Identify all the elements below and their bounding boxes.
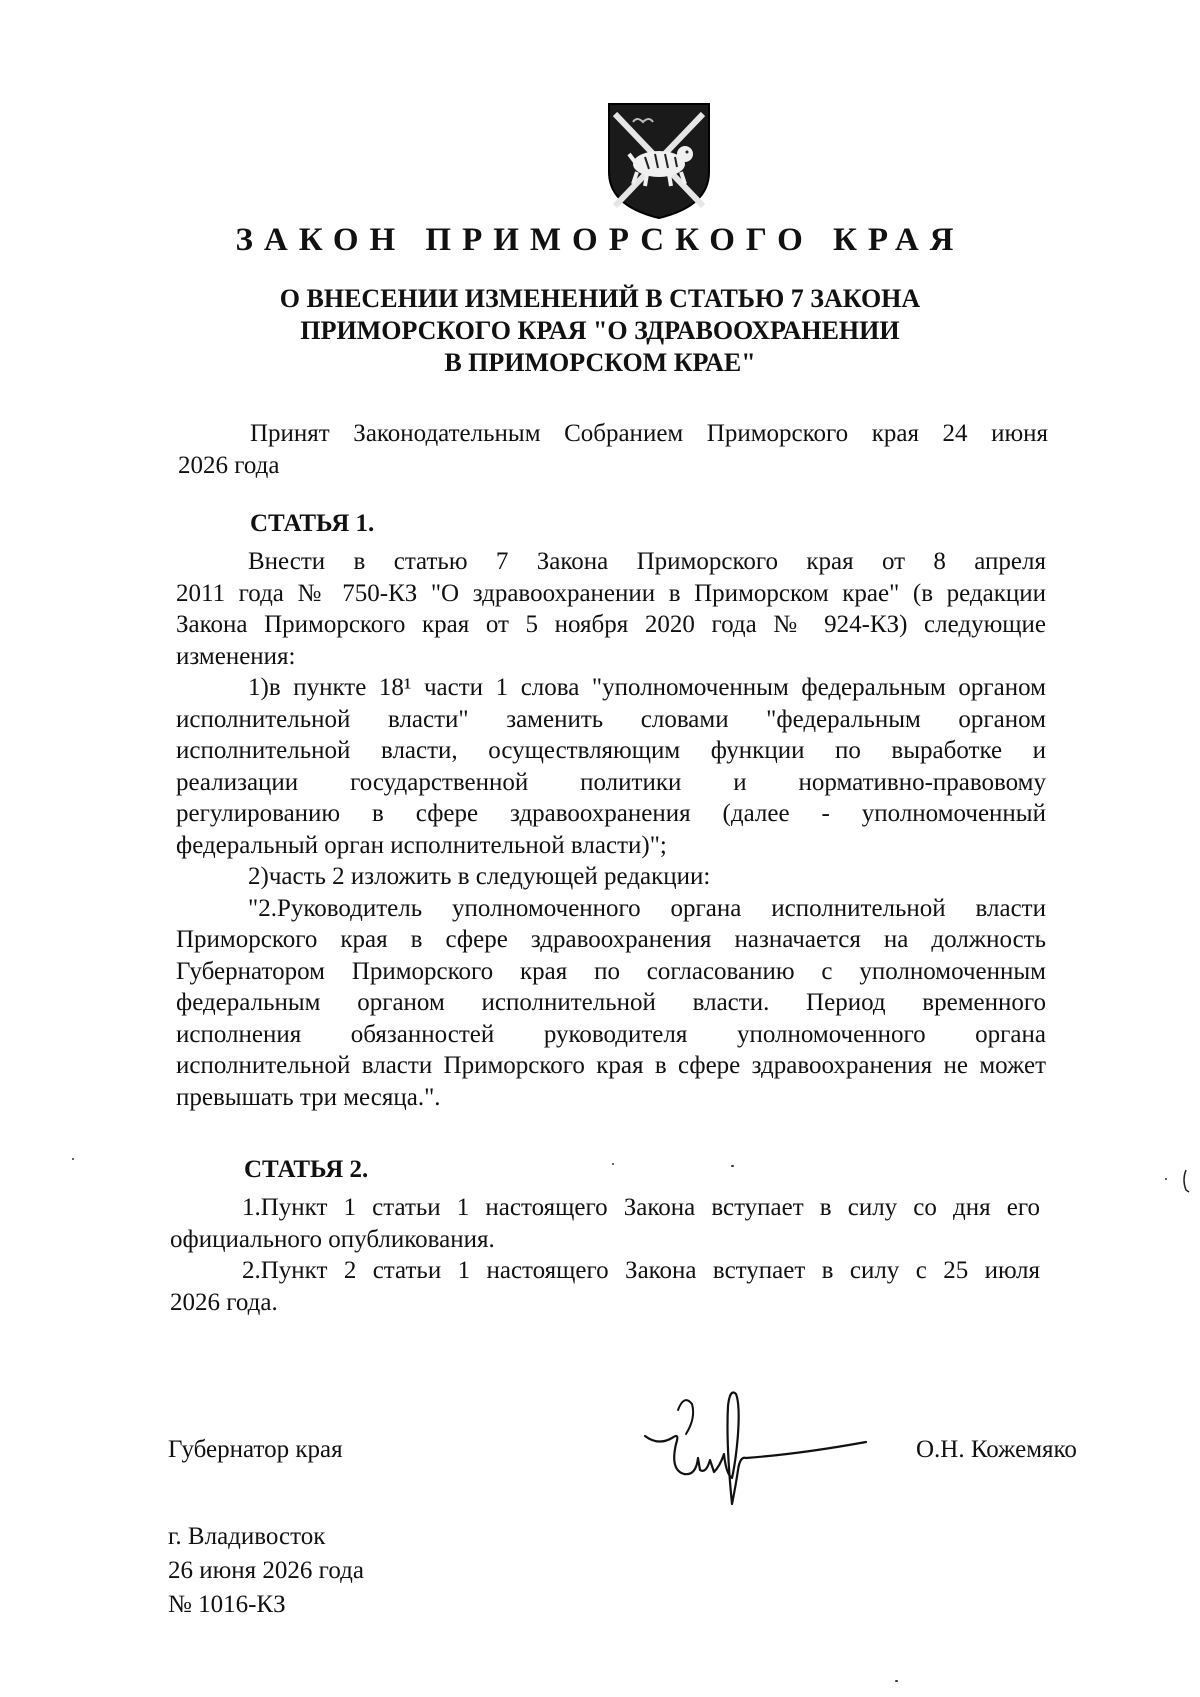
signing-date: 26 июня 2026 года (168, 1557, 364, 1584)
article-2-body (170, 1192, 1040, 1318)
signatory-name: О.Н. Кожемяко (916, 1436, 1077, 1463)
article-line: федеральный орган исполнительной власти)"; (176, 831, 667, 859)
document-footer (168, 1520, 364, 1622)
signature-row (0, 1420, 1200, 1510)
article-line: Приморского края в сфере здравоохранения назначается на должность (176, 926, 1046, 953)
article-line: 2026 года. (170, 1288, 278, 1316)
article-line: "2.Руководитель уполномоченного органа исполнительной власти (248, 894, 1046, 922)
article-line: изменения: (176, 642, 296, 670)
article-line: исполнительной власти Приморского края в сфере здравоохранения не может (176, 1052, 1046, 1079)
article-line: 2)часть 2 изложить в следующей редакции: (248, 863, 711, 890)
scan-speck (612, 1163, 614, 1165)
article-line: исполнительной власти, осуществляющим функции по выработке и (176, 737, 1046, 764)
article-line: Внести в статью 7 Закона Приморского края от 8 апреля (248, 548, 1046, 575)
scan-speck (72, 1158, 74, 1160)
article-2-heading: СТАТЬЯ 2. (244, 1156, 369, 1183)
adoption-line: 2026 года (178, 452, 280, 479)
article-line: 1)в пункте 18¹ части 1 слова "уполномоченным федеральным органом (248, 674, 1046, 701)
subtitle-line: ПРИМОРСКОГО КРАЯ "О ЗДРАВООХРАНЕНИИ (300, 316, 900, 345)
article-1-body (176, 546, 1046, 1113)
article-1-heading: СТАТЬЯ 1. (250, 510, 375, 537)
signatory-position: Губернатор края (168, 1436, 343, 1463)
article-line: 1.Пункт 1 статьи 1 настоящего Закона вступает в силу со дня его (242, 1194, 1040, 1221)
law-subtitle (230, 283, 970, 379)
coat-of-arms-icon (607, 102, 711, 220)
scan-mark (1180, 1168, 1190, 1194)
article-line: регулированию в сфере здравоохранения (далее - уполномоченный (176, 800, 1046, 827)
scan-speck (731, 1165, 734, 1167)
article-line: Закона Приморского края от 5 ноября 2020 года № 924-КЗ) следующие (176, 611, 1046, 638)
law-title: ЗАКОН ПРИМОРСКОГО КРАЯ (235, 222, 965, 258)
article-line: превышать три месяца.". (176, 1083, 441, 1111)
adoption-line: Принят Законодательным Собранием Приморского края 24 июня (250, 420, 1048, 447)
scan-speck (1165, 1178, 1167, 1180)
article-line: исполнительной власти" заменить словами "федеральным органом (176, 705, 1046, 733)
article-line: исполнения обязанностей руководителя уполномоченного органа (176, 1020, 1046, 1048)
law-number: № 1016-КЗ (168, 1591, 286, 1618)
article-line: официального опубликования. (170, 1225, 495, 1253)
handwritten-signature-icon (640, 1374, 880, 1514)
article-line: федеральным органом исполнительной власти. Период временного (176, 989, 1046, 1016)
adoption-statement (178, 418, 1048, 482)
article-line: реализации государственной политики и нормативно-правовому (176, 768, 1046, 796)
article-line: Губернатором Приморского края по согласованию с уполномоченным (176, 957, 1046, 985)
subtitle-line: В ПРИМОРСКОМ КРАЕ" (444, 348, 756, 377)
subtitle-line: О ВНЕСЕНИИ ИЗМЕНЕНИЙ В СТАТЬЮ 7 ЗАКОНА (279, 284, 921, 313)
scan-speck (895, 1680, 898, 1682)
article-line: 2011 года № 750-КЗ "О здравоохранении в Приморском крае" (в редакции (176, 579, 1046, 607)
place-of-signing: г. Владивосток (168, 1523, 326, 1550)
article-line: 2.Пункт 2 статьи 1 настоящего Закона вступает в силу с 25 июля (242, 1257, 1040, 1284)
